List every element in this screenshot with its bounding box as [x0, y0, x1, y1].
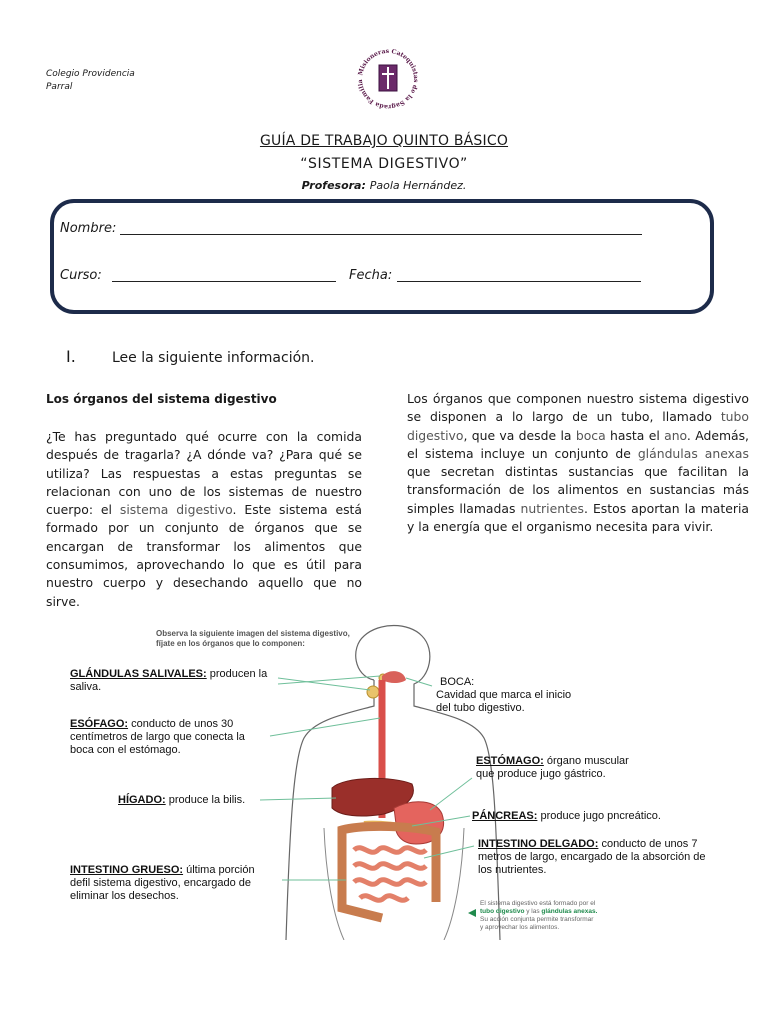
note-l4: y aprovechar los alimentos.	[480, 924, 560, 931]
salivary-glands-label	[70, 668, 267, 694]
mouth-l2: del tubo digestivo.	[436, 702, 525, 714]
rc-s6: . Estos aportan la materia y la energía que el organismo necesita para vivir.	[407, 500, 749, 535]
worksheet-subtitle: “SISTEMA DIGESTIVO”	[300, 156, 468, 172]
lc-text-b: . Este sistema está formado por un conjunto de órganos que se encargan de transformar los alimentos que consumimos, aprovechando lo que es útil para nuestro cuerpo y desechando aquello que no sirve.	[46, 502, 362, 609]
salivary-gland-icon	[367, 686, 379, 698]
section-instruction: Lee la siguiente información.	[112, 350, 315, 366]
course-field-line[interactable]	[112, 281, 336, 282]
pancreas-label	[472, 810, 661, 823]
lc-highlight: sistema digestivo	[119, 502, 233, 518]
liver-term: HÍGADO:	[118, 794, 166, 806]
liver-text: produce la bilis.	[165, 794, 246, 806]
diagram-caption-line1: Observa la siguiente imagen del sistema digestivo,	[156, 629, 350, 638]
large-int-l3: eliminar los desechos.	[70, 890, 179, 902]
note-l3: Su acción conjunta permite transformar	[480, 916, 594, 923]
rc-h2: boca	[575, 427, 606, 443]
mouth-term: BOCA:	[440, 676, 475, 688]
stomach-term: ESTÓMAGO:	[476, 755, 544, 767]
course-field-label: Curso:	[60, 268, 102, 283]
date-field-line[interactable]	[397, 281, 641, 282]
large-int-term: INTESTINO GRUESO:	[70, 864, 184, 876]
left-column-paragraph	[46, 428, 362, 611]
teacher-name: Paola Hernández.	[369, 179, 467, 192]
course-label: Curso	[60, 268, 98, 283]
note-l1: El sistema digestivo está formado por el	[480, 900, 596, 907]
section-heading	[66, 347, 314, 366]
large-intestine-label	[70, 864, 255, 903]
name-label: Nombre	[60, 221, 112, 236]
rc-s2: , que va desde la	[463, 427, 576, 443]
esophagus-label	[70, 718, 245, 757]
small-intestine-icon	[354, 848, 426, 901]
pancreas-text: produce jugo pncreático.	[537, 810, 661, 822]
student-info-box	[50, 199, 714, 314]
mouth-label	[436, 676, 571, 715]
esophagus-l3: boca con el estómago.	[70, 744, 181, 756]
small-int-l1: conducto de unos 7	[598, 838, 698, 850]
right-column-paragraph	[407, 390, 749, 536]
note-mid: y las	[524, 908, 542, 915]
salivary-l2: saliva.	[70, 681, 102, 693]
teacher-label: Profesora:	[301, 179, 366, 192]
small-int-term: INTESTINO DELGADO:	[478, 838, 599, 850]
rc-h1: tubo digestivo	[407, 409, 749, 443]
rc-h3: ano	[664, 427, 687, 443]
mouth-icon	[382, 671, 406, 683]
rc-h4: glándulas anexas	[637, 445, 749, 461]
school-name-line1: Colegio Providencia	[46, 69, 135, 79]
esophagus-l2: centímetros de largo que conecta la	[70, 731, 245, 743]
note-g2: glándulas anexas.	[541, 908, 598, 915]
diagram-caption-line2: fíjate en los órganos que lo componen:	[156, 639, 305, 648]
large-int-l1: última porción	[183, 864, 255, 876]
large-int-l2: defil sistema digestivo, encargado de	[70, 877, 251, 889]
school-seal-logo	[350, 48, 426, 110]
esophagus-term: ESÓFAGO:	[70, 718, 129, 730]
rc-s4: . Además, el sistema incluye un conjunto de	[407, 427, 749, 461]
salivary-l1: producen la	[206, 668, 268, 680]
name-field-label: Nombre:	[60, 221, 117, 236]
esophagus-l1: conducto de unos 30	[128, 718, 234, 730]
left-column-heading: Los órganos del sistema digestivo	[46, 392, 277, 406]
date-label: Fecha	[349, 268, 388, 283]
diagram-note	[480, 900, 597, 932]
worksheet-title: GUÍA DE TRABAJO QUINTO BÁSICO	[259, 133, 509, 149]
rc-s1: Los órganos que componen nuestro sistema digestivo se disponen a lo largo de un tubo, llamado	[407, 391, 749, 425]
section-number: I.	[66, 347, 76, 366]
small-int-l2: metros de largo, encargado de la absorción de	[478, 851, 706, 863]
note-g1: tubo digestivo	[480, 908, 525, 915]
school-name	[46, 68, 135, 94]
digestive-system-diagram	[64, 618, 728, 940]
salivary-term: GLÁNDULAS SALIVALES:	[70, 668, 207, 680]
teacher-line	[0, 179, 768, 192]
small-int-l3: los nutrientes.	[478, 864, 547, 876]
stomach-l2: que produce jugo gástrico.	[476, 768, 606, 780]
diagram-caption	[156, 629, 350, 649]
rc-h5: nutrientes	[520, 500, 584, 516]
small-intestine-label	[478, 838, 705, 877]
school-name-line2: Parral	[46, 82, 73, 92]
mouth-l1: Cavidad que marca el inicio	[436, 689, 572, 701]
liver-label	[118, 794, 245, 807]
seal-text: Misioneras Catequistas de la Sagrada Familia	[356, 48, 420, 110]
pancreas-term: PÁNCREAS:	[472, 810, 538, 822]
lc-text-a: ¿Te has preguntado qué ocurre con la comida después de tragarla? ¿A dónde va? ¿Para qué se utiliza? Las respuestas a estas preguntas se relacionan con uno de los sistemas de nuestro cuerpo: el	[46, 429, 362, 518]
note-arrow-icon	[468, 902, 476, 910]
rc-s3: hasta el	[605, 427, 665, 443]
rc-s5: que secretan distintas sustancias que facilitan la transformación de los alimentos en sustancias más simples llamadas	[407, 464, 749, 516]
stomach-l1: órgano muscular	[543, 755, 629, 767]
stomach-label	[476, 755, 629, 781]
name-field-line[interactable]	[120, 234, 642, 235]
date-field-label: Fecha:	[349, 268, 393, 283]
